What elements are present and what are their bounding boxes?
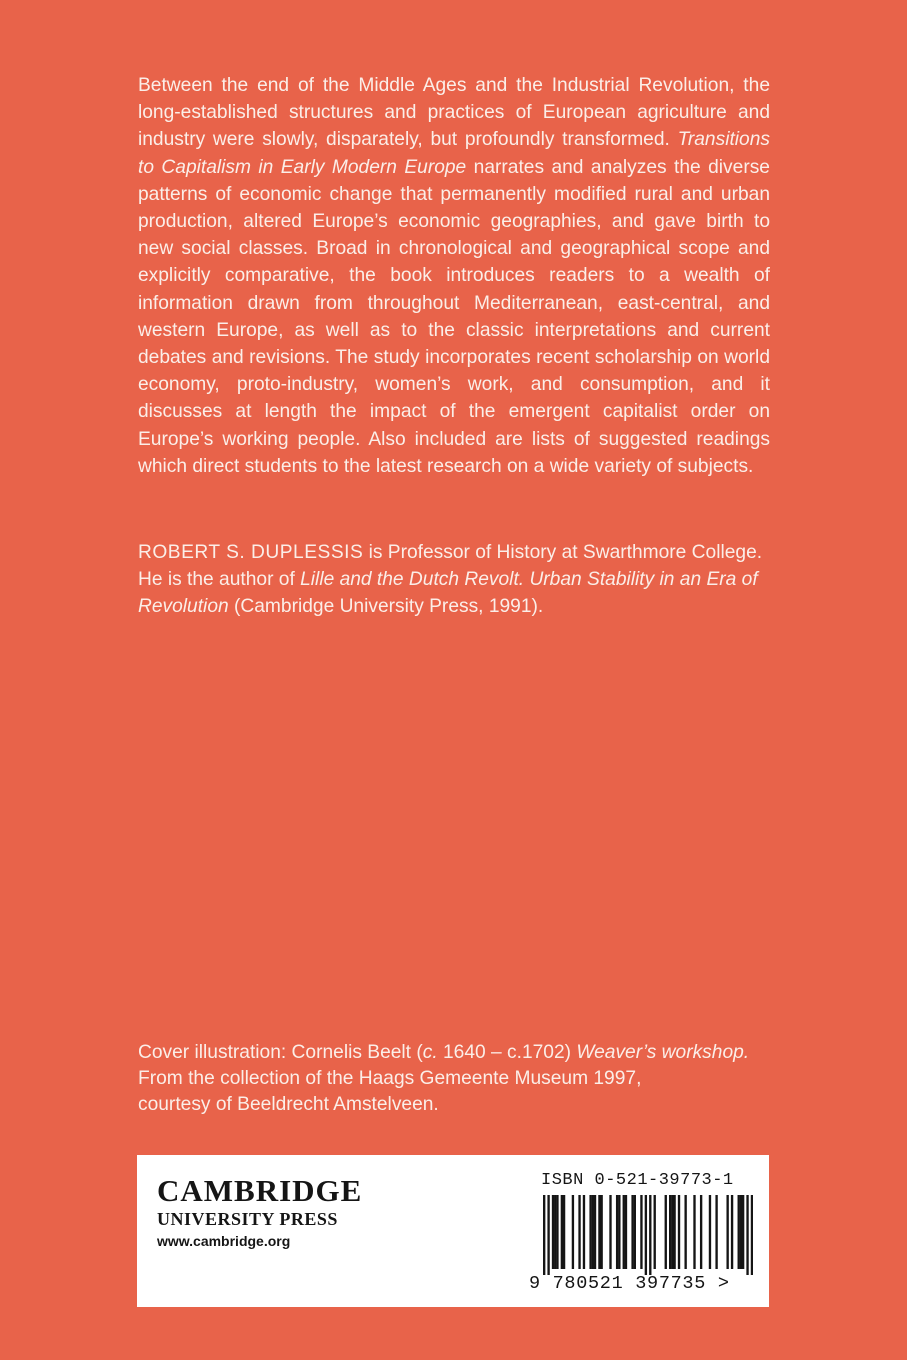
barcode-bar [618,1195,620,1269]
barcode-bar [700,1195,702,1269]
author-bio-publisher: (Cambridge University Press, 1991). [228,596,544,618]
barcode-bar [572,1195,574,1269]
barcode-bar [594,1195,596,1269]
author-bio [138,539,778,621]
credit-circa: c. [422,1042,438,1063]
isbn-label: ISBN 0-521-39773-1 [541,1171,734,1190]
publisher-logo-subtitle: UNIVERSITY PRESS [157,1209,338,1229]
barcode-bar [645,1195,647,1275]
book-title-italic: Transitions to Capitalism in Early Modern Europe [138,129,770,178]
cover-credit-line2: From the collection of the Haags Gemeente Museum 1997, [138,1068,642,1089]
barcode-bar [726,1195,728,1269]
author-bio-text: is Professor of History at Swarthmore College. He is the author of [138,542,763,591]
barcode-bar [669,1195,671,1269]
barcode-bar [609,1195,611,1269]
barcode-bar [600,1195,602,1269]
barcode-bar [625,1195,627,1269]
barcode-bar [684,1195,686,1269]
barcode-bar [715,1195,717,1269]
barcode-bar [547,1195,549,1275]
author-book-title: Lille and the Dutch Revolt. Urban Stability in an Era of Revolution [138,569,758,618]
barcode-bar [751,1195,753,1275]
barcode-bar [552,1195,554,1269]
barcode-bar [634,1195,636,1269]
barcode-bar [583,1195,585,1269]
barcode-bar [731,1195,733,1269]
barcode-bar [556,1195,558,1269]
barcode-bar [561,1195,563,1269]
barcode-bar [693,1195,695,1269]
cover-credit-line3: courtesy of Beeldrecht Amstelveen. [138,1094,439,1115]
barcode-bar [563,1195,565,1269]
barcode-bar [640,1195,642,1269]
cover-credit-line1 [138,1040,798,1066]
credit-dates: 1640 – c.1702) [437,1042,577,1063]
description-text-body: narrates and analyzes the diverse patterns of economic change that permanently modified rural and urban production, altered Europe’s economic geographies, and gave birth to new social classes. Broad in chronological and geographical scope and explicitly comparative, the book introduces readers to a wealth of information drawn from throughout Mediterranean, east-central, and western Europe, as well as to the classic interpretations and current debates and revisions. The study incorporates recent scholarship on world economy, proto-industry, women’s work, and consumption, and it discusses at length the impact of the emergent capitalist order on Europe’s working people. Also included are lists of suggested readings which direct students to the latest research on a wide variety of subjects. [138,156,770,477]
barcode-bar [649,1195,651,1275]
author-name: ROBERT S. DUPLESSIS [138,542,364,563]
barcode-bar [616,1195,618,1269]
barcode-bar [654,1195,656,1269]
credit-work-title: Weaver’s workshop. [576,1042,750,1063]
book-description [138,72,770,480]
barcode-bar [671,1195,673,1269]
barcode-bar [631,1195,633,1269]
barcode-bar [554,1195,556,1269]
publisher-barcode-panel [137,1155,769,1307]
barcode-bar [740,1195,742,1269]
cover-credit [138,1040,798,1118]
barcode-icon [543,1195,753,1275]
barcode-bar [665,1195,667,1269]
barcode-bar [738,1195,740,1269]
barcode-bar [709,1195,711,1269]
barcode-bar [598,1195,600,1269]
barcode-bar [578,1195,580,1269]
barcode-bar [742,1195,744,1269]
barcode-bar [543,1195,545,1275]
barcode-bar [673,1195,675,1269]
barcode-bar [746,1195,748,1275]
barcode-bar [589,1195,591,1269]
credit-prefix: Cover illustration: Cornelis Beelt ( [138,1042,423,1063]
barcode-bar [623,1195,625,1269]
barcode-bar [678,1195,680,1269]
publisher-logo-name: CAMBRIDGE [157,1173,363,1208]
barcode-bar [592,1195,594,1269]
description-text-intro: Between the end of the Middle Ages and the Industrial Revolution, the long-established structures and practices of European agriculture and industry were slowly, disparately, but profoundly transformed. [138,75,770,151]
barcode-number: 9 780521 397735 > [529,1273,730,1294]
publisher-url: www.cambridge.org [157,1233,291,1249]
